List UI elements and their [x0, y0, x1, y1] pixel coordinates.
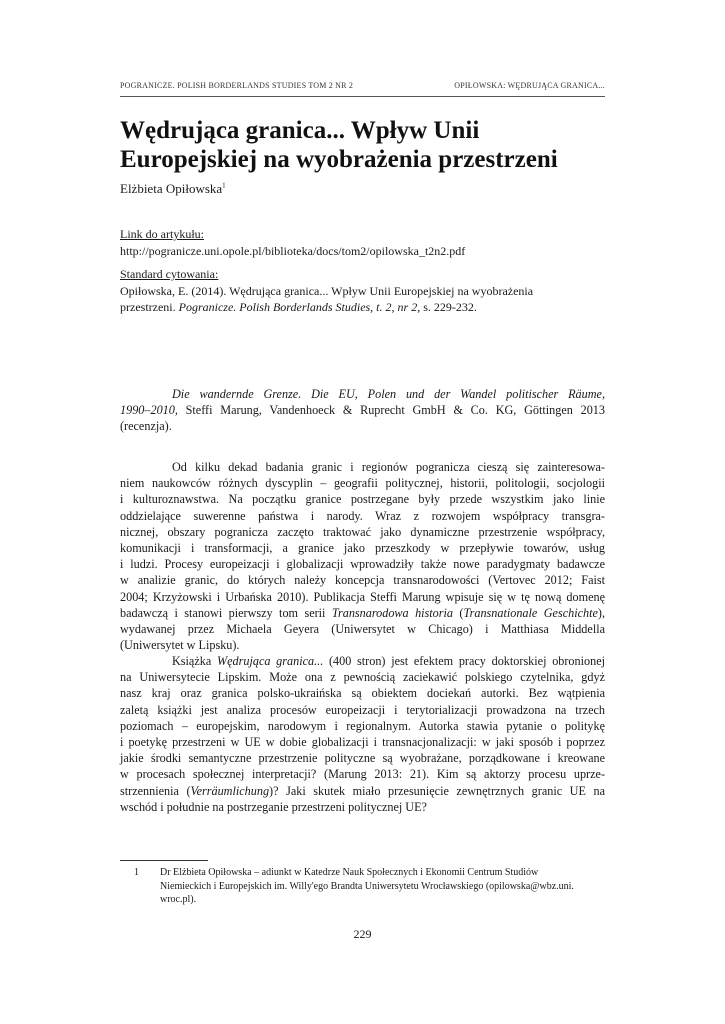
footnote-text: Dr Elżbieta Opiłowska – adiunkt w Katedrze Nauk Społecznych i Ekonomii Centrum Studiów Niemieckich i Europejskich im. Willy'ego Brandta Uniwersytetu Wrocławskiego (opilowska@wbz.uni. wroc.pl). — [160, 867, 574, 905]
author-footnote-mark[interactable]: 1 — [222, 181, 226, 190]
paragraph-1: Od kilku dekad badania granic i regionów pogranicza cieszą się zainteresowa- niem naukowców różnych dyscyplin – geografii politycznej, historii, politologii, socjologii i kulturoznawstwa. Na początku granice postrzegane były przede wszystkim jako linie oddzielające suwerenne państwa i narody. Wraz z rozwojem współpracy transgra- nicznej, obszary pogranicza zaczęto traktować jako dynamiczne przestrzenie współpracy, komunikacji i transformacji, a granice jako przeszkody w przepływie towarów, usług i ludzi. Procesy europeizacji i globalizacji wprowadziły także nowe paradygmaty badawcze w analizie granic, do których należy koncepcja transnarodowości (Vertovec 2012; Faist 2004; Krzyżowski i Urbańska 2010). Publikacja Steffi Marung wpisuje się w tę nową domenę badawczą i stanowi pierwszy tom serii Transnarodowa historia (Transnationale Geschichte), wydawanej przez Michaela Geyera (Uniwersytet w Chicago) i Matthiasa Middella (Uniwersytet w Lipsku). — [120, 460, 605, 653]
author-name — [120, 181, 226, 197]
citation-label: Standard cytowania: — [120, 267, 219, 281]
footnote-number: 1 — [134, 867, 139, 878]
paragraph-2: Książka Wędrująca granica... (400 stron) jest efektem pracy doktorskiej obronionej na Uniwersytecie Lipskim. Może ona z pewnością zaciekawić polskiego czytelnika, gdyż nasz kraj oraz granica polsko-ukraińska są obiektem dociekań autorki. Bez wątpienia zaletą książki jest analiza procesów europeizacji i terytorializacji prowadzona na trzech poziomach – europejskim, narodowym i regionalnym. Autorka stawia pytanie o politykę i poetykę przestrzeni w UE w dobie globalizacji i transnacjonalizacji: w jaki sposób i poprzez jakie środki semantyczne przestrzenie polityczne są wyobrażane, porządkowane i kreowane w procesach społecznej interpretacji? (Marung 2013: 21). Kim są aktorzy procesu uprze- strzennienia (Verräumlichung)? Jaki skutek miało przesunięcie zewnętrznych granic UE na wschód i południe na postrzeganie przestrzeni politycznej UE? — [120, 654, 605, 814]
running-head-journal: POGRANICZE. POLISH BORDERLANDS STUDIES TOM 2 NR 2 — [120, 81, 354, 90]
reviewed-book-line-1: Die wandernde Grenze. Die EU, Polen und der Wandel politischer Räume, — [172, 387, 605, 401]
article-title — [120, 116, 605, 174]
running-head-article: OPIŁOWSKA: WĘDRUJĄCA GRANICA... — [454, 81, 605, 90]
page-number: 229 — [353, 927, 372, 941]
title-line-2: Europejskiej na wyobrażenia przestrzeni — [120, 146, 558, 173]
citation-line-2: przestrzeni. Pogranicze. Polish Borderlands Studies, t. 2, nr 2, s. 229-232. — [120, 300, 477, 314]
footnote-divider — [120, 860, 208, 861]
link-label: Link do artykułu: — [120, 227, 204, 241]
article-url[interactable]: http://pogranicze.uni.opole.pl/biblioteka/docs/tom2/opilowska_t2n2.pdf — [120, 244, 466, 258]
header-divider — [120, 96, 605, 97]
reviewed-book-line-2: 1990–2010, Steffi Marung, Vandenhoeck & Ruprecht GmbH & Co. KG, Göttingen 2013 — [120, 403, 605, 418]
citation-journal: Pogranicze. Polish Borderlands Studies, t. 2, nr 2 — [178, 300, 418, 314]
citation-text — [120, 283, 605, 315]
title-line-1: Wędrująca granica... Wpływ Unii — [120, 117, 480, 144]
paragraph-1-series-line: badawczą i stanowi pierwszy tom serii Transnarodowa historia (Transnationale Geschichte), — [120, 605, 605, 620]
reviewed-book-line-3: (recenzja). — [120, 419, 172, 434]
reviewed-book — [120, 386, 605, 435]
author-text: Elżbieta Opiłowska — [120, 181, 223, 196]
citation-line-1: Opiłowska, E. (2014). Wędrująca granica... Wpływ Unii Europejskiej na wyobrażenia — [120, 284, 534, 298]
